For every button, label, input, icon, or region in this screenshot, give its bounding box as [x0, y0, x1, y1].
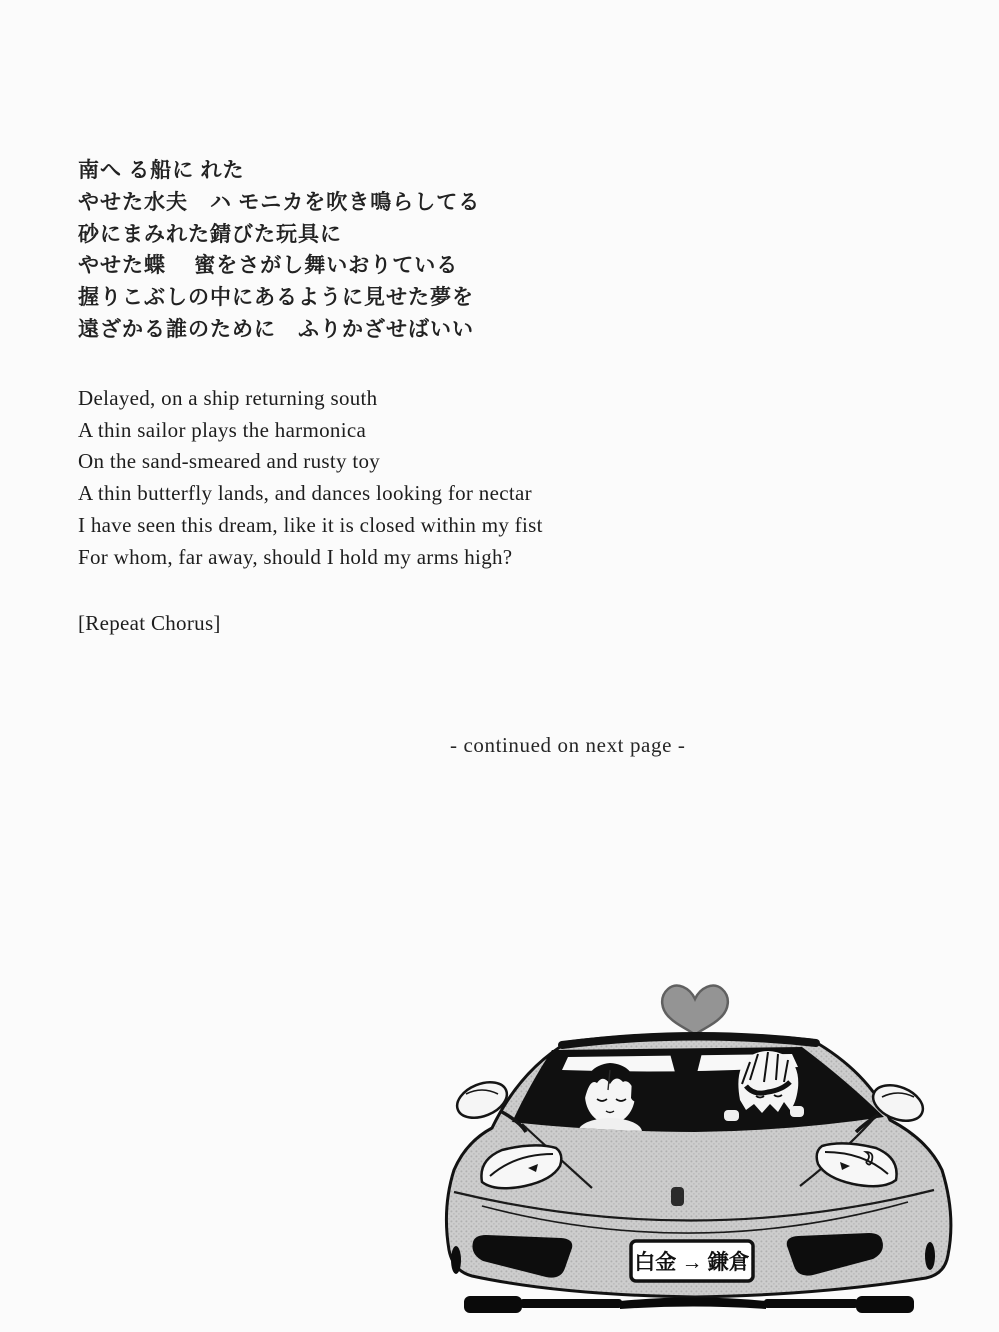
english-lyric-line: I have seen this dream, like it is closed within my fist — [78, 512, 543, 537]
heart-icon — [662, 986, 728, 1035]
japanese-lyric-line: やせた蝶 蜜をさがし舞いおりている — [78, 253, 459, 278]
car-shadow — [464, 1296, 914, 1313]
english-lyric-line: A thin sailor plays the harmonica — [78, 417, 367, 442]
japanese-lyric-line: 南へ る船に れた — [78, 158, 245, 182]
license-plate — [631, 1241, 753, 1281]
hood-badge — [671, 1187, 684, 1206]
car-illustration — [440, 950, 960, 1322]
japanese-lyric-line: やせた水夫 ハ モニカを吹き鳴らしてる — [78, 189, 481, 214]
english-lyric-line: On the sand-smeared and rusty toy — [78, 449, 381, 474]
english-lyric-line: Delayed, on a ship returning south — [78, 386, 378, 410]
side-marker-left — [451, 1246, 461, 1274]
side-marker-right — [925, 1242, 935, 1270]
license-plate-text: 白金 → 鎌倉 — [634, 1250, 750, 1274]
japanese-lyric-line: 砂にまみれた錆びた玩具に — [78, 221, 342, 246]
english-lyric-line: For whom, far away, should I hold my arms high? — [78, 544, 513, 569]
japanese-lyric-line: 握りこぶしの中にあるように見せた夢を — [78, 285, 474, 310]
english-lyric-line: A thin butterfly lands, and dances looking for nectar — [78, 481, 532, 506]
english-lyrics-block — [78, 383, 543, 573]
continued-note: - continued on next page - — [450, 733, 686, 757]
japanese-lyric-line: 遠ざかる誰のために ふりかざせばいい — [78, 316, 474, 341]
repeat-chorus-note: [Repeat Chorus] — [78, 611, 221, 635]
japanese-lyrics-block — [78, 155, 480, 346]
